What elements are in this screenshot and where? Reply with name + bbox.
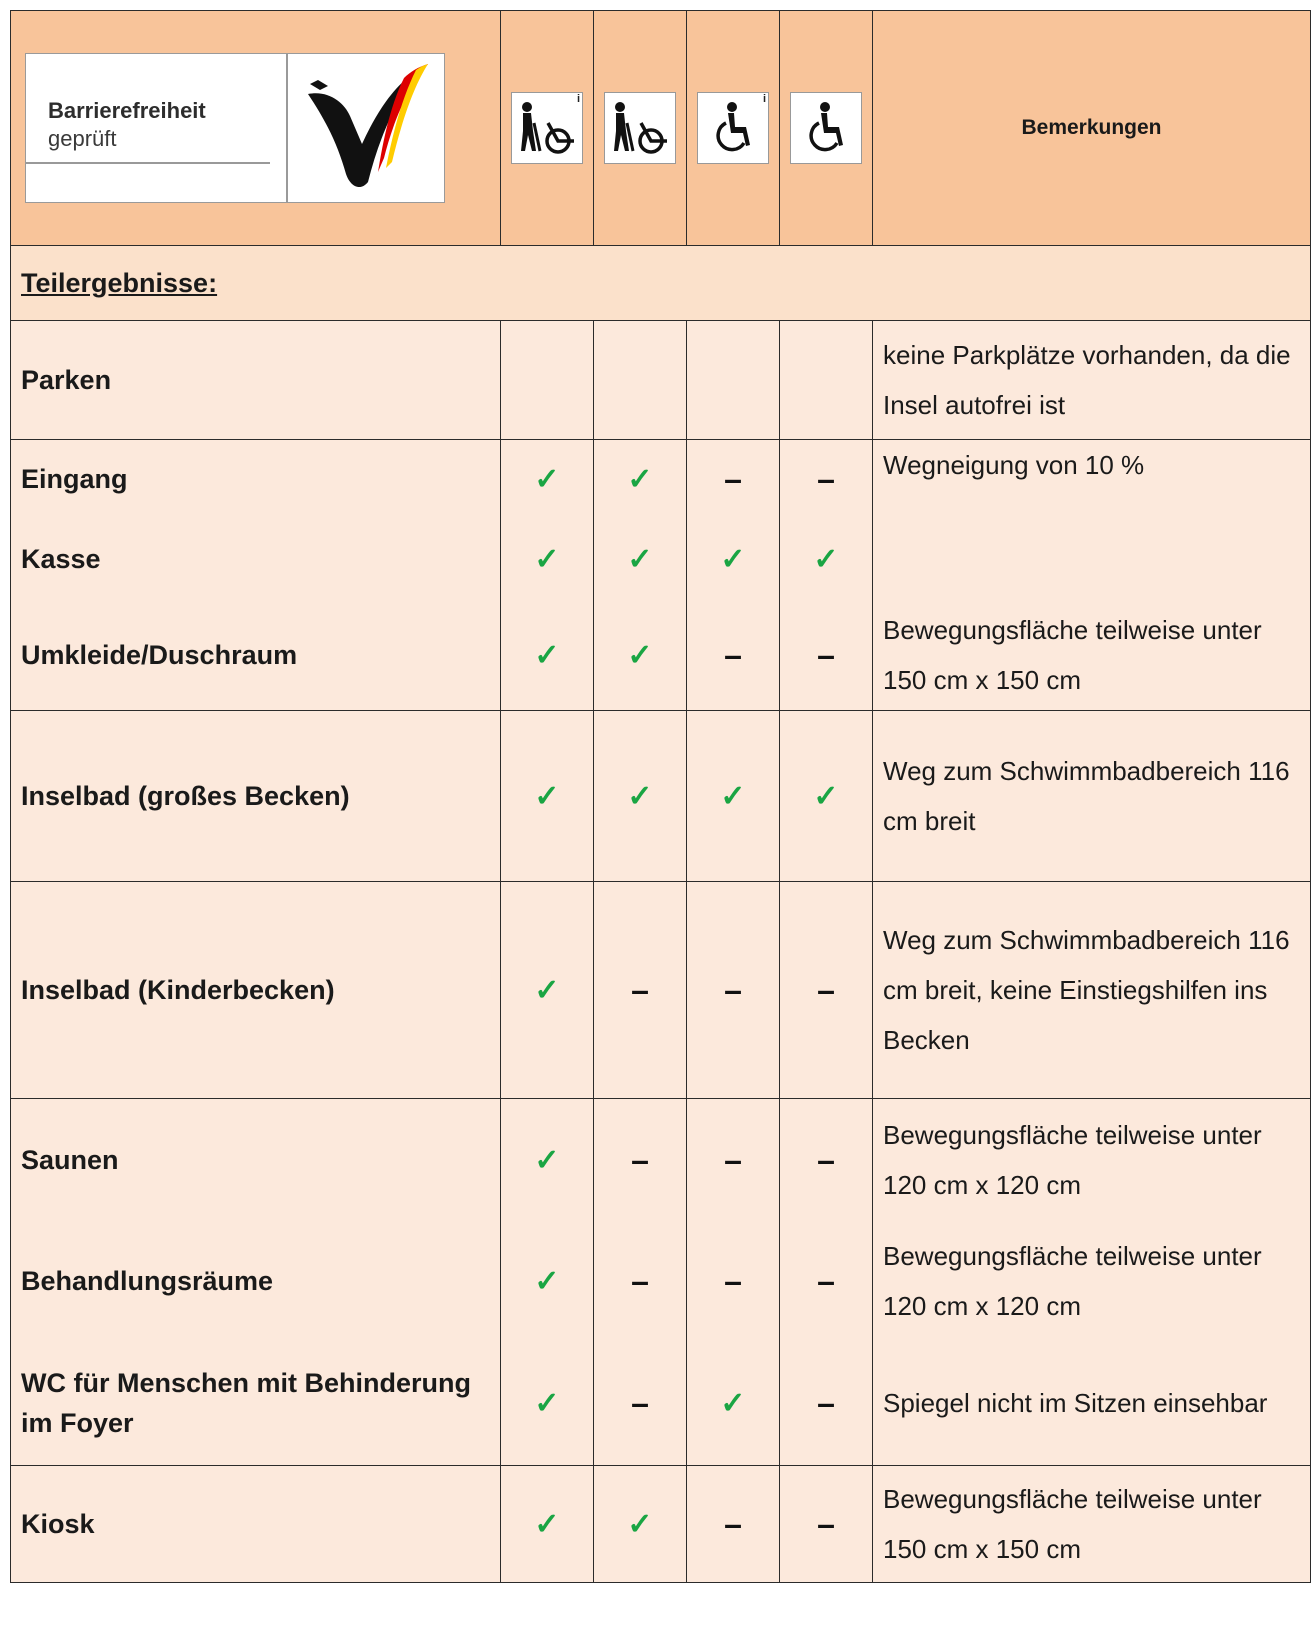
pictogram-cell-4	[780, 11, 873, 246]
dash-mark: –	[724, 460, 742, 497]
check-mark: ✓	[534, 779, 560, 813]
item-name-cell	[11, 1099, 501, 1466]
dash-mark: –	[724, 971, 742, 1008]
result-group	[11, 1099, 1311, 1466]
mark-cell	[501, 882, 594, 1099]
empty-mark	[594, 321, 686, 439]
item-name-cell	[11, 711, 501, 882]
item-name-cell	[11, 1466, 501, 1583]
remark-cell	[873, 711, 1311, 882]
empty-mark	[780, 321, 872, 439]
check-mark: ✓	[813, 779, 839, 813]
mark-cell	[687, 711, 780, 882]
mark-cell	[687, 440, 780, 711]
wheelchair-user-icon	[790, 92, 862, 164]
wheelchair-user-info-icon	[697, 92, 769, 164]
check-mark: ✓	[534, 638, 560, 672]
dash-mark: –	[631, 1384, 649, 1421]
dash-mark: –	[817, 636, 835, 673]
dash-mark: –	[631, 1141, 649, 1178]
result-group	[11, 711, 1311, 882]
pictogram-cell-2	[594, 11, 687, 246]
checkmark-flag-icon	[288, 54, 444, 202]
item-remark: Weg zum Schwimmbadbereich 116 cm breit, keine Einstiegshilfen ins Becken	[883, 925, 1290, 1055]
mark-cell	[594, 1099, 687, 1466]
item-name: Saunen	[21, 1145, 119, 1175]
item-remark: keine Parkplätze vorhanden, da die Insel autofrei ist	[883, 340, 1291, 420]
dash-mark: –	[817, 1262, 835, 1299]
item-name: WC für Menschen mit Behinderung im Foyer	[21, 1368, 472, 1438]
pictogram-cell-3	[687, 11, 780, 246]
check-mark: ✓	[627, 638, 653, 672]
check-mark: ✓	[813, 542, 839, 576]
item-remark: Wegneigung von 10 %	[883, 450, 1145, 480]
logo-cell	[11, 11, 501, 246]
pictogram-cell-1	[501, 11, 594, 246]
check-mark: ✓	[534, 1507, 560, 1541]
dash-mark: –	[817, 460, 835, 497]
remarks-header: Bemerkungen	[873, 11, 1311, 246]
check-mark: ✓	[627, 1507, 653, 1541]
mark-cell	[594, 882, 687, 1099]
item-remark: Bewegungsfläche teilweise unter 120 cm x 120 cm	[883, 1241, 1262, 1321]
mark-cell	[501, 1466, 594, 1583]
mark-cell	[501, 1099, 594, 1466]
mark-cell	[780, 1466, 873, 1583]
mark-cell	[501, 711, 594, 882]
walking-cane-wheelchair-info-icon	[511, 92, 583, 164]
result-group	[11, 1466, 1311, 1583]
mark-cell	[780, 440, 873, 711]
walking-cane-wheelchair-icon	[604, 92, 676, 164]
check-mark: ✓	[534, 462, 560, 496]
dash-mark: –	[631, 1262, 649, 1299]
item-name: Eingang	[21, 464, 128, 494]
info-badge: i	[762, 93, 766, 105]
item-remark: Bewegungsfläche teilweise unter 150 cm x 150 cm	[883, 615, 1262, 695]
logo-subtitle: geprüft	[48, 126, 117, 151]
mark-cell	[780, 321, 873, 440]
result-group	[11, 882, 1311, 1099]
remark-cell	[873, 440, 1311, 711]
logo-underline	[26, 162, 270, 164]
dash-mark: –	[817, 1505, 835, 1542]
item-remark	[873, 518, 1310, 600]
mark-cell	[780, 1099, 873, 1466]
item-remark: Spiegel nicht im Sitzen einsehbar	[883, 1388, 1268, 1418]
mark-cell	[594, 321, 687, 440]
mark-cell	[687, 321, 780, 440]
remark-cell	[873, 1099, 1311, 1466]
barrierefreiheit-logo	[25, 53, 445, 203]
check-mark: ✓	[720, 542, 746, 576]
item-name: Umkleide/Duschraum	[21, 640, 298, 670]
dash-mark: –	[817, 971, 835, 1008]
section-row	[11, 246, 1311, 321]
dash-mark: –	[724, 1141, 742, 1178]
item-name: Inselbad (großes Becken)	[21, 781, 350, 811]
empty-mark	[687, 321, 779, 439]
accessibility-results-table	[10, 10, 1311, 1583]
mark-cell	[687, 1466, 780, 1583]
item-name: Parken	[21, 365, 112, 395]
result-group	[11, 321, 1311, 440]
check-mark: ✓	[534, 1264, 560, 1298]
mark-cell	[594, 711, 687, 882]
dash-mark: –	[724, 1262, 742, 1299]
dash-mark: –	[724, 636, 742, 673]
item-name-cell	[11, 321, 501, 440]
result-group	[11, 440, 1311, 711]
remark-cell	[873, 882, 1311, 1099]
item-name: Kasse	[21, 544, 101, 574]
check-mark: ✓	[720, 779, 746, 813]
mark-cell	[780, 711, 873, 882]
dash-mark: –	[724, 1505, 742, 1542]
info-badge: i	[576, 93, 580, 105]
item-remark: Bewegungsfläche teilweise unter 120 cm x 120 cm	[883, 1120, 1262, 1200]
dash-mark: –	[631, 971, 649, 1008]
mark-cell	[594, 1466, 687, 1583]
check-mark: ✓	[627, 779, 653, 813]
dash-mark: –	[817, 1384, 835, 1421]
remark-cell	[873, 1466, 1311, 1583]
remark-cell	[873, 321, 1311, 440]
check-mark: ✓	[534, 973, 560, 1007]
empty-mark	[501, 321, 593, 439]
check-mark: ✓	[720, 1386, 746, 1420]
header-row	[11, 11, 1311, 246]
logo-title: Barrierefreiheit	[48, 98, 206, 123]
item-name: Behandlungsräume	[21, 1266, 274, 1296]
item-name-cell	[11, 440, 501, 711]
item-name-cell	[11, 882, 501, 1099]
item-name: Inselbad (Kinderbecken)	[21, 975, 335, 1005]
item-remark: Bewegungsfläche teilweise unter 150 cm x 150 cm	[883, 1484, 1262, 1564]
mark-cell	[687, 882, 780, 1099]
mark-cell	[501, 440, 594, 711]
item-name: Kiosk	[21, 1509, 95, 1539]
mark-cell	[594, 440, 687, 711]
section-title: Teilergebnisse:	[11, 246, 1311, 321]
check-mark: ✓	[534, 1386, 560, 1420]
check-mark: ✓	[627, 542, 653, 576]
item-remark: Weg zum Schwimmbadbereich 116 cm breit	[883, 756, 1290, 836]
check-mark: ✓	[627, 462, 653, 496]
check-mark: ✓	[534, 542, 560, 576]
dash-mark: –	[817, 1141, 835, 1178]
mark-cell	[687, 1099, 780, 1466]
mark-cell	[780, 882, 873, 1099]
mark-cell	[501, 321, 594, 440]
check-mark: ✓	[534, 1143, 560, 1177]
